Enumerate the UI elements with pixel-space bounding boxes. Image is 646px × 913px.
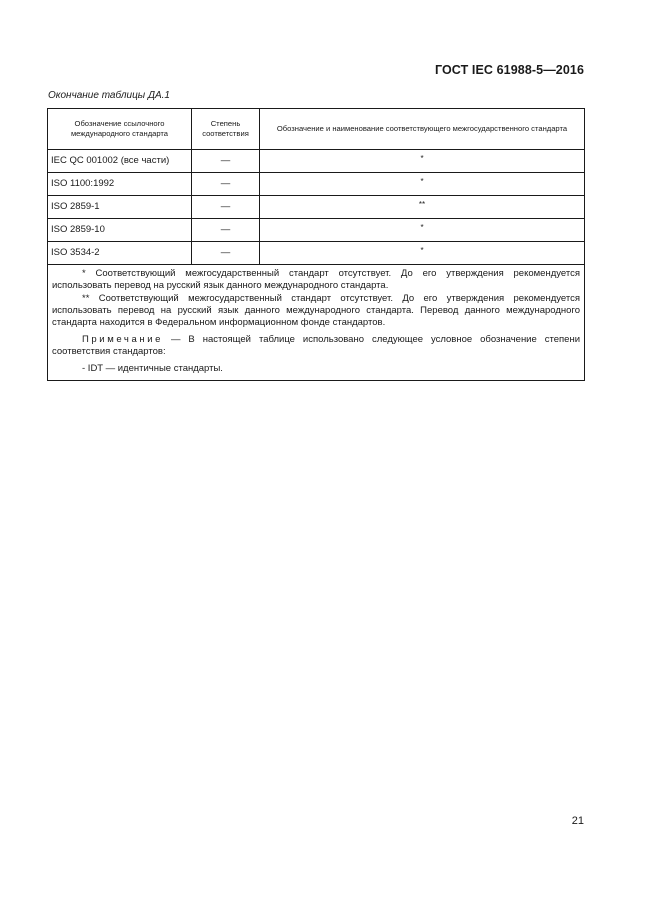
page-number: 21: [571, 815, 584, 827]
cell-standard: **: [260, 196, 585, 219]
cell-degree: —: [192, 242, 260, 265]
table-note: [52, 334, 580, 358]
column-header-reference: Обозначение ссылочного международного стандарта: [48, 109, 192, 150]
footnote-single-asterisk: * Соответствующий межгосударственный стандарт отсутствует. До его утверждения рекомендуется использовать перевод на русский язык данного международного стандарта.: [52, 268, 580, 291]
column-header-degree: Степень соответствия: [192, 109, 260, 150]
footnote-double-asterisk: ** Соответствующий межгосударственный стандарт отсутствует. До его утверждения рекомендуется использовать перевод на русский язык данного международного стандарта. Перевод данного международного стандарта находится в Федеральном информационном фонде стандартов.: [52, 293, 580, 328]
table-caption: Окончание таблицы ДА.1: [48, 90, 170, 101]
cell-degree: —: [192, 150, 260, 173]
table-row: [48, 242, 585, 265]
cell-reference: ISO 2859-10: [48, 219, 192, 242]
cell-reference: ISO 1100:1992: [48, 173, 192, 196]
cell-standard: *: [260, 173, 585, 196]
cell-standard: *: [260, 150, 585, 173]
cell-standard: *: [260, 242, 585, 265]
cell-degree: —: [192, 219, 260, 242]
reference-standards-table: [47, 108, 585, 381]
table-row: [48, 219, 585, 242]
note-list-item: - IDT — идентичные стандарты.: [82, 363, 223, 374]
cell-reference: IEC QC 001002 (все части): [48, 150, 192, 173]
column-header-standard: Обозначение и наименование соответствующего межгосударственного стандарта: [260, 109, 585, 150]
cell-degree: —: [192, 196, 260, 219]
cell-reference: ISO 2859-1: [48, 196, 192, 219]
note-label: Примечание: [82, 334, 163, 345]
cell-standard: *: [260, 219, 585, 242]
table-row: [48, 173, 585, 196]
table-notes: [48, 265, 585, 381]
table-row: [48, 196, 585, 219]
note-text: — В настоящей таблице использовано следующее условное обозначение степени соответствия стандартов:: [52, 334, 580, 357]
table-header-row: [48, 109, 585, 150]
table-row: [48, 150, 585, 173]
cell-reference: ISO 3534-2: [48, 242, 192, 265]
document-code: ГОСТ IEC 61988-5—2016: [434, 63, 584, 77]
table-notes-row: [48, 265, 585, 381]
cell-degree: —: [192, 173, 260, 196]
